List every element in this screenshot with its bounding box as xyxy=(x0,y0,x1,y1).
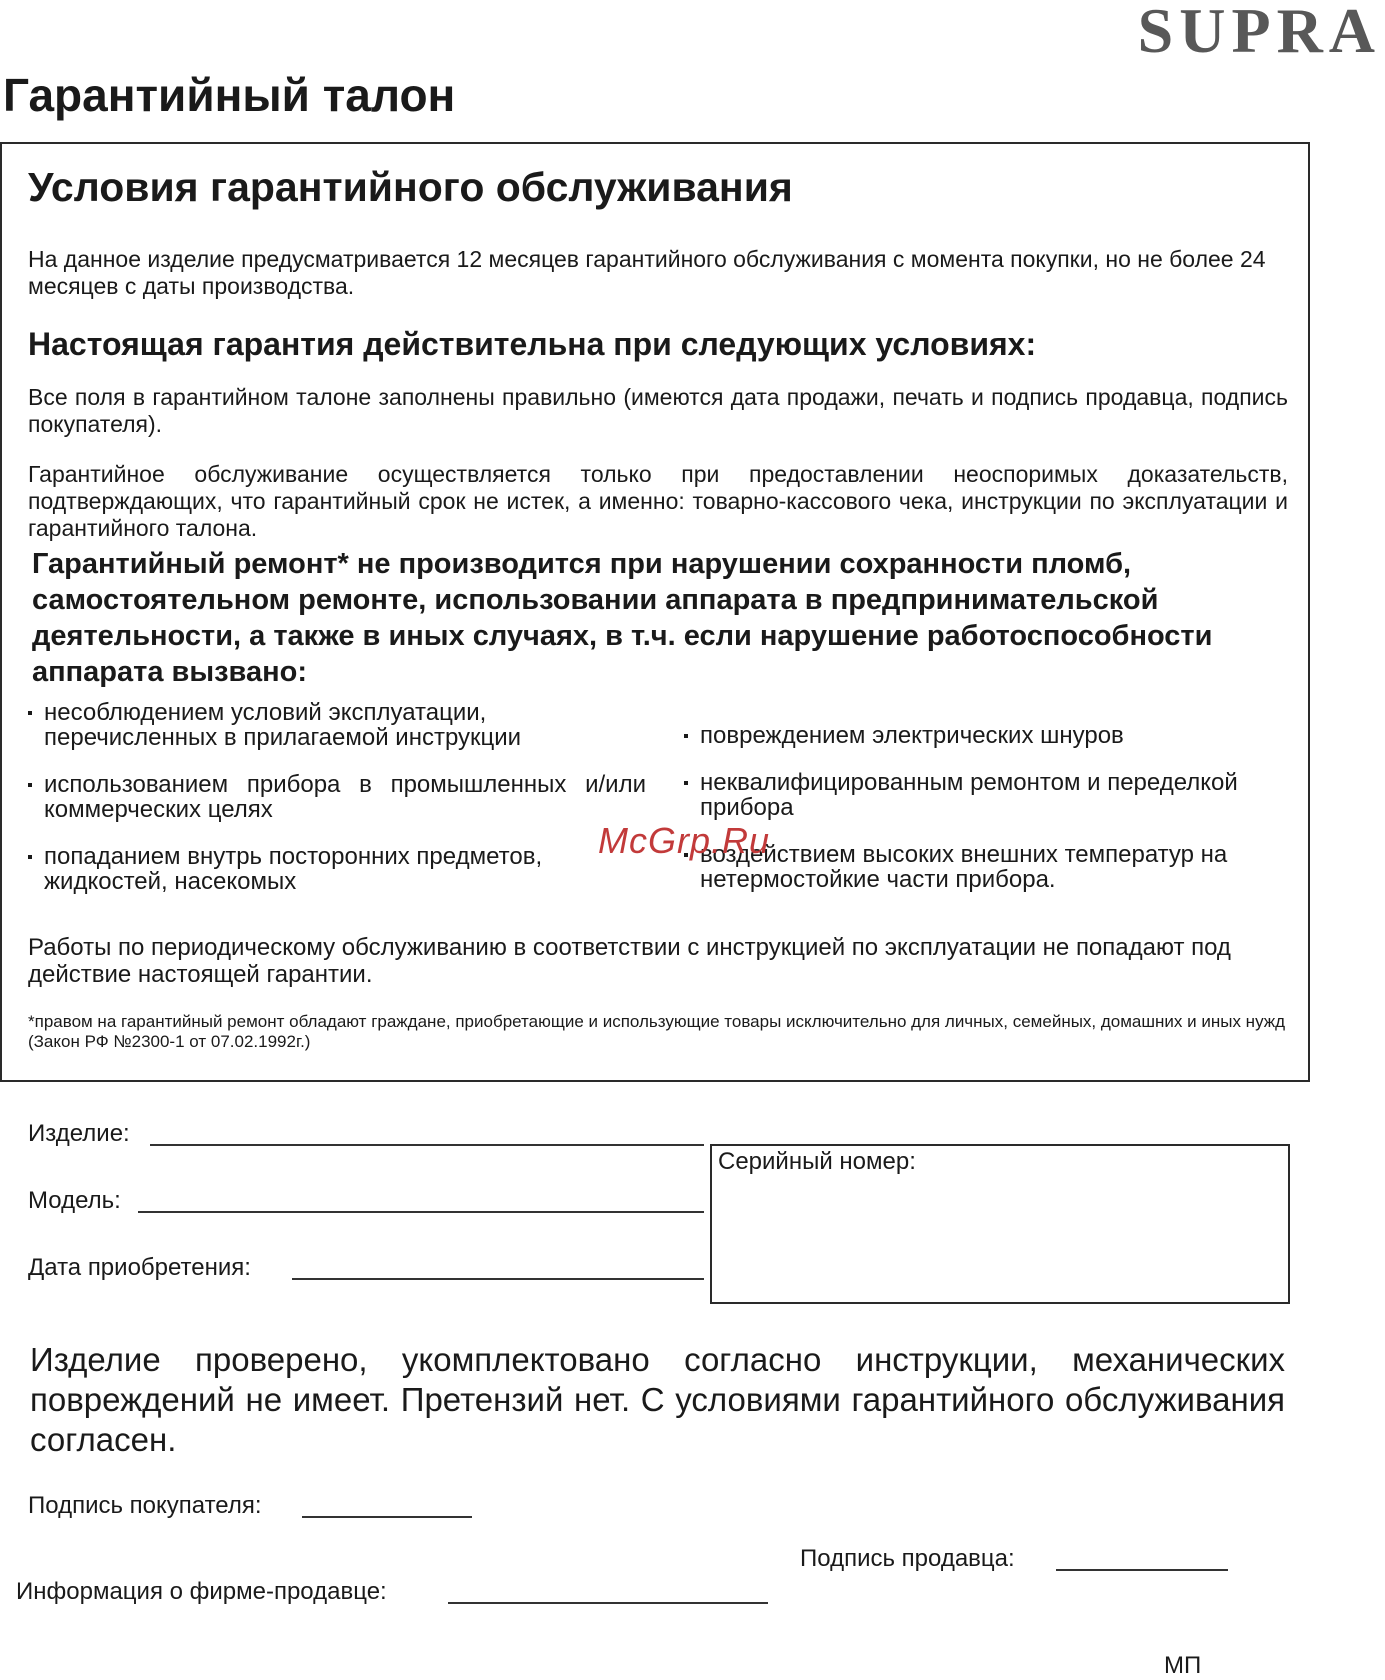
footnote: *правом на гарантийный ремонт обладают граждане, приобретающие и использующие товары исключительно для личных, семейных, домашних и иных нужд (Закон РФ №2300-1 от 07.02.1992г.) xyxy=(28,1012,1286,1051)
buyer-signature-label: Подпись покупателя: xyxy=(28,1492,262,1519)
watermark: McGrp.Ru xyxy=(598,820,771,861)
list-item: повреждением электрических шнуров xyxy=(682,723,1302,748)
supra-logo: SUPRA xyxy=(1137,0,1381,66)
page-title: Гарантийный талон xyxy=(3,69,456,121)
model-label: Модель: xyxy=(28,1187,121,1214)
conditions-heading: Условия гарантийного обслуживания xyxy=(28,164,793,210)
warranty-period-text: На данное изделие предусматривается 12 месяцев гарантийного обслуживания с момента покупки, но не более 24 месяцев с даты производства. xyxy=(28,246,1266,299)
seller-signature-label: Подпись продавца: xyxy=(800,1545,1015,1572)
validity-paragraph-1: Все поля в гарантийном талоне заполнены правильно (имеются дата продажи, печать и подпись продавца, подпись покупателя). xyxy=(28,384,1288,437)
acceptance-statement: Изделие проверено, укомплектовано согласно инструкции, механических повреждений не имеет. Претензий нет. С условиями гарантийного обслуживания согласен. xyxy=(30,1341,1285,1458)
stamp-placeholder: МП xyxy=(1164,1652,1202,1679)
periodic-maintenance-text: Работы по периодическому обслуживанию в соответствии с инструкцией по эксплуатации не попадают под действие настоящей гарантии. xyxy=(28,934,1231,988)
validity-heading: Настоящая гарантия действительна при следующих условиях: xyxy=(28,326,1037,362)
validity-paragraph-2: Гарантийное обслуживание осуществляется только при предоставлении неоспоримых доказательств, подтверждающих, что гарантийный срок не истек, а именно: товарно-кассового чека, инструкции по эксплуатации и гарантийного талона. xyxy=(28,461,1288,541)
bullet-icon xyxy=(28,783,32,787)
bullet-icon xyxy=(684,734,688,738)
bullet-icon xyxy=(28,711,32,715)
seller-signature-field[interactable] xyxy=(1056,1569,1228,1571)
list-item: неквалифицированным ремонтом и переделкой прибора xyxy=(682,770,1302,820)
list-item: использованием прибора в промышленных и/или коммерческих целях xyxy=(26,772,646,822)
product-field[interactable] xyxy=(150,1144,704,1146)
purchase-date-field[interactable] xyxy=(292,1278,704,1280)
buyer-signature-field[interactable] xyxy=(302,1516,472,1518)
serial-number-label: Серийный номер: xyxy=(718,1148,916,1175)
product-label: Изделие: xyxy=(28,1120,130,1147)
purchase-date-label: Дата приобретения: xyxy=(28,1254,251,1281)
seller-info-field[interactable] xyxy=(448,1602,768,1604)
list-item: несоблюдением условий эксплуатации, перечисленных в прилагаемой инструкции xyxy=(26,700,646,750)
seller-info-label: Информация о фирме-продавце: xyxy=(16,1578,387,1605)
model-field[interactable] xyxy=(138,1211,704,1213)
list-item: воздействием высоких внешних температур на нетермостойкие части прибора. xyxy=(682,842,1302,892)
exclusion-heading: Гарантийный ремонт* не производится при нарушении сохранности пломб, самостоятельном ремонте, использовании аппарата в предпринимательской деятельности, а также в иных случаях, в т.ч. если нарушение работоспособности аппарата вызвано: xyxy=(32,548,1213,688)
bullet-icon xyxy=(28,855,32,859)
exclusion-list-right xyxy=(682,723,1302,914)
list-item: попаданием внутрь посторонних предметов, жидкостей, насекомых xyxy=(26,844,646,894)
bullet-icon xyxy=(684,781,688,785)
exclusion-list-left xyxy=(26,700,646,916)
